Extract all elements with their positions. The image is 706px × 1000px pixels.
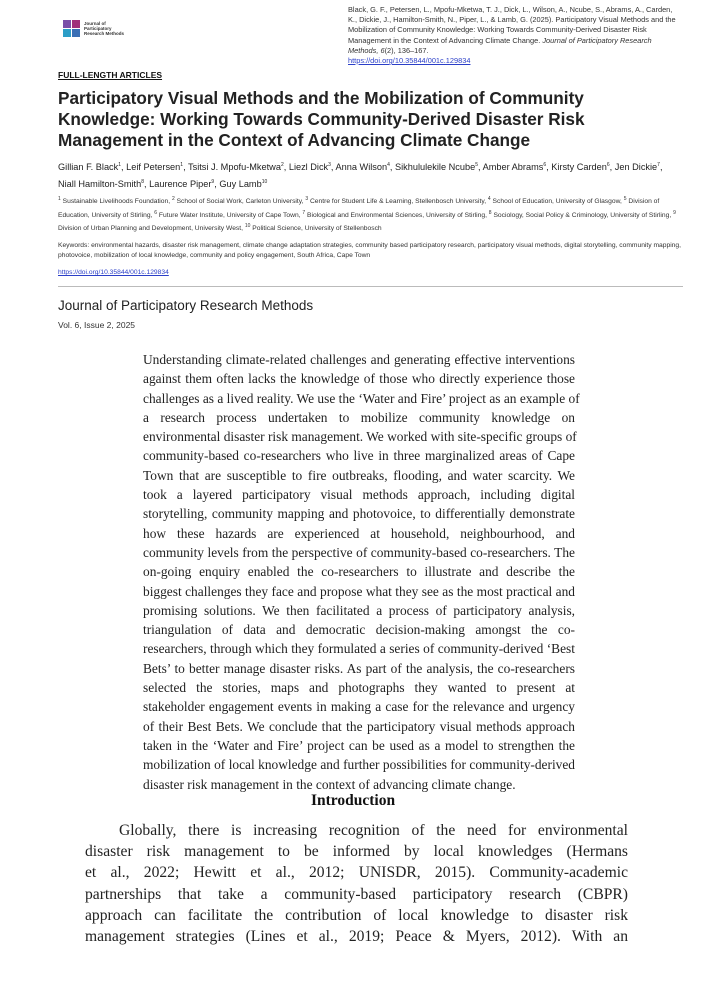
abstract-line: taken in the ‘Water and Fire’ project can be used as a model to strengthen the <box>143 737 575 753</box>
affiliation-text: Division of Education, University of Stirling <box>58 198 660 219</box>
affiliation-number: 8 <box>488 209 492 216</box>
section-label: FULL-LENGTH ARTICLES <box>58 70 163 80</box>
author-affiliation-number: 2 <box>280 162 284 168</box>
introduction-body <box>85 820 628 947</box>
abstract-line: stakeholder engagement events in making a case for the relevance and urgency <box>143 699 575 715</box>
author-affiliation-number: 8 <box>141 179 144 186</box>
author-affiliation-number: 1 <box>118 162 122 168</box>
author-affiliation-number: 9 <box>211 179 215 186</box>
volume-issue: Vol. 6, Issue 2, 2025 <box>58 320 136 330</box>
author-name: Tsitsi J. Mpofu-Mketwa <box>188 162 281 173</box>
affiliation-text: Political Science, University of Stellenbosch <box>252 225 382 233</box>
affiliation-number: 3 <box>305 196 309 202</box>
intro-line: approach can facilitate the contribution of local knowledge to disaster risk <box>85 906 628 924</box>
abstract-line: community levels from the perspective of community-based co-researchers. The <box>143 544 575 560</box>
logo-text: Journal of Participatory Research Methods <box>84 21 125 36</box>
abstract-line: disaster risk management in the context of advancing climate change. <box>143 776 516 792</box>
author-affiliation-number: 4 <box>387 162 390 168</box>
affiliation-text: Centre for Student Life & Learning, Stellenbosch University <box>309 198 485 206</box>
journal-logo <box>63 20 124 37</box>
intro-line: management strategies (Lines et al., 2019; Peace & Myers, 2012). With an <box>85 928 628 946</box>
abstract-line: mobilization of local knowledge and further possibilities for community-derived <box>143 757 575 773</box>
author-affiliation-number: 5 <box>475 162 478 168</box>
logo-mark <box>63 20 80 37</box>
abstract-line: on-going enquiry enabled the co-researchers to illustrate and describe the <box>143 564 575 580</box>
author-list: Gillian F. Black$^1$, Leif Petersen$^1$, Tsitsi J. Mpofu-Mketwa$^2$, Liezl Dick$^3$, Anna Wilson$^4$, Sikhululekile Ncube$^5$, Amber Abrams$^6$, Kirsty Carden$^6$, Jen Dickie$^7$, Niall Hamilton-Smith$^8$, Laurence Piper$^9$, Guy Lamb$^{10}$ <box>58 162 663 190</box>
doi-link[interactable]: https://doi.org/10.35844/001c.129834 <box>58 269 169 276</box>
affiliation-number: 6 <box>154 209 158 216</box>
abstract-line: a research process undertaken to mobilize community knowledge on <box>143 409 575 425</box>
author-name: Sikhululekile Ncube <box>395 162 476 173</box>
author-name: Gillian F. Black <box>58 162 119 173</box>
abstract-line: of their Best Bets. We conclude that the participatory visual methods approach <box>143 718 575 734</box>
affiliation-text: Future Water Institute, University of Cape Town <box>158 211 299 219</box>
affiliation-text: Biological and Environmental Sciences, University of Stirling <box>307 211 486 219</box>
abstract-line: challenges as a lived reality. We use the ‘Water and Fire’ project as an example of <box>143 390 580 406</box>
author-affiliation-number: 3 <box>328 162 331 168</box>
keywords: Keywords: environmental hazards, disaster risk management, climate change adaptation strategies, community based participatory research, participatory visual methods, digital storytelling, community mapping, photovoice, mobilization of local knowledge, community and policy engagement, South Africa, Cape Town <box>58 242 681 260</box>
affiliation-number: 7 <box>302 209 306 216</box>
abstract-line: storytelling, community mapping and photovoice, to differentially demonstrate <box>143 506 575 522</box>
affiliation-number: 1 <box>58 196 61 202</box>
author-affiliation-number: 6 <box>606 162 610 168</box>
abstract-line: environmental disaster risk management. We worked with site-specific groups of <box>143 429 577 445</box>
abstract-line: how these hazards are experienced at household, neighbourhood, and <box>143 525 575 541</box>
author-name: Amber Abrams <box>482 162 544 173</box>
abstract-line: researchers, through which they formulated a series of community-derived ‘Best <box>143 641 575 657</box>
author-name: Guy Lamb <box>219 179 262 190</box>
author-name: Laurence Piper <box>149 179 212 190</box>
author-name: Jen Dickie <box>614 162 658 173</box>
abstract <box>143 350 580 794</box>
abstract-line: triangulation of data and democratic decision-making amongst the co- <box>143 622 575 638</box>
affiliation-text: Sociology, Social Policy & Criminology, University of Stirling <box>493 211 670 219</box>
abstract-line: took a layered participatory visual methods approach, including digital <box>143 487 575 503</box>
author-affiliation-number: 6 <box>543 162 547 168</box>
abstract-line: Understanding climate-related challenges and generating effective interventions <box>143 352 575 367</box>
affiliation-number: 9 <box>673 209 676 216</box>
author-name: Liezl Dick <box>288 162 329 173</box>
affiliation-number: 10 <box>244 223 251 230</box>
intro-line: et al., 2022; Hewitt et al., 2012; UNISDR, 2015). Community-academic <box>85 864 628 882</box>
author-affiliation-number: 7 <box>657 162 660 168</box>
abstract-line: promising solutions. We then facilitated a process of participatory analysis, <box>143 602 575 618</box>
affiliation-text: School of Social Work, Carleton University <box>176 198 302 206</box>
affiliations: $^1$ Sustainable Livelihoods Foundation, $^2$ School of Social Work, Carleton University, $^3$ Centre for Student Life & Learning, Stellenbosch University, $^4$ School of Education, University of Glasgow, $^5$ Division of Education, University of Stirling, $^6$ Future Water Institute, University of Cape Town, $^7$ Biological and Environmental Sciences, University of Stirling, $^8$ Sociology, Social Policy & Criminology, University of Stirling, $^9$ Division of Urban Planning and Development, University West, $^{10}$ Political Science, University of Stellenbosch <box>58 196 676 233</box>
author-name: Kirsty Carden <box>551 162 607 173</box>
intro-line: partnerships that take a community-based participatory research (CBPR) <box>85 885 628 903</box>
affiliation-text: Sustainable Livelihoods Foundation <box>62 198 169 206</box>
affiliation-number: 2 <box>171 196 175 202</box>
introduction-heading: Introduction <box>310 792 396 809</box>
affiliation-number: 4 <box>487 196 491 202</box>
abstract-line: against them often lacks the knowledge of those who directly experience those <box>143 371 575 387</box>
affiliation-number: 5 <box>623 196 627 202</box>
author-affiliation-number: 1 <box>180 162 184 168</box>
journal-name: Journal of Participatory Research Methods <box>58 298 314 313</box>
affiliation-text: School of Education, University of Glasgow <box>492 198 621 206</box>
author-name: Leif Petersen <box>126 162 181 173</box>
article-title: Participatory Visual Methods and the Mobilization of Community Knowledge: Working Towards Community-Derived Disaster Risk Management in the Context of Advancing Climate Change <box>58 88 585 150</box>
author-affiliation-number: 10 <box>261 179 268 186</box>
abstract-line: community-based co-researchers who live in three marginalized areas of Cape <box>143 448 575 464</box>
abstract-line: Bets’ to better manage disaster risks. As part of the analysis, the co-researchers <box>143 660 575 676</box>
author-name: Anna Wilson <box>335 162 388 173</box>
divider <box>58 286 683 287</box>
abstract-line: biggest challenges they face and propose what they see as the most practical and <box>143 583 575 599</box>
affiliation-text: Division of Urban Planning and Development, University West <box>58 225 242 233</box>
citation-doi-link[interactable]: https://doi.org/10.35844/001c.129834 <box>348 56 471 66</box>
abstract-line: selected the stories, maps and photographs they wanted to present at <box>143 680 575 696</box>
abstract-line: Town that are susceptible to fire outbreaks, flooding, and water scarcity. We <box>143 467 575 483</box>
intro-line: disaster risk management to be informed by local knowledges (Hermans <box>85 843 628 861</box>
author-name: Niall Hamilton-Smith <box>58 179 142 190</box>
intro-line: Globally, there is increasing recognition of the need for environmental <box>119 822 628 839</box>
citation: Black, G. F., Petersen, L., Mpofu-Mketwa, T. J., Dick, L., Wilson, A., Ncube, S., Abrams, A., Carden, K., Dickie, J., Hamilton-Smith, N., Piper, L., & Lamb, G. (2025). Participatory Visual Methods and the Mobilization of Community Knowledge: Working Towards Community-Derived Disaster Risk Management in the Context of Advancing Climate Change. Journal of Participatory Research Methods, 6(2), 136–167. https://doi.org/10.35844/001c.129834 <box>348 5 676 66</box>
